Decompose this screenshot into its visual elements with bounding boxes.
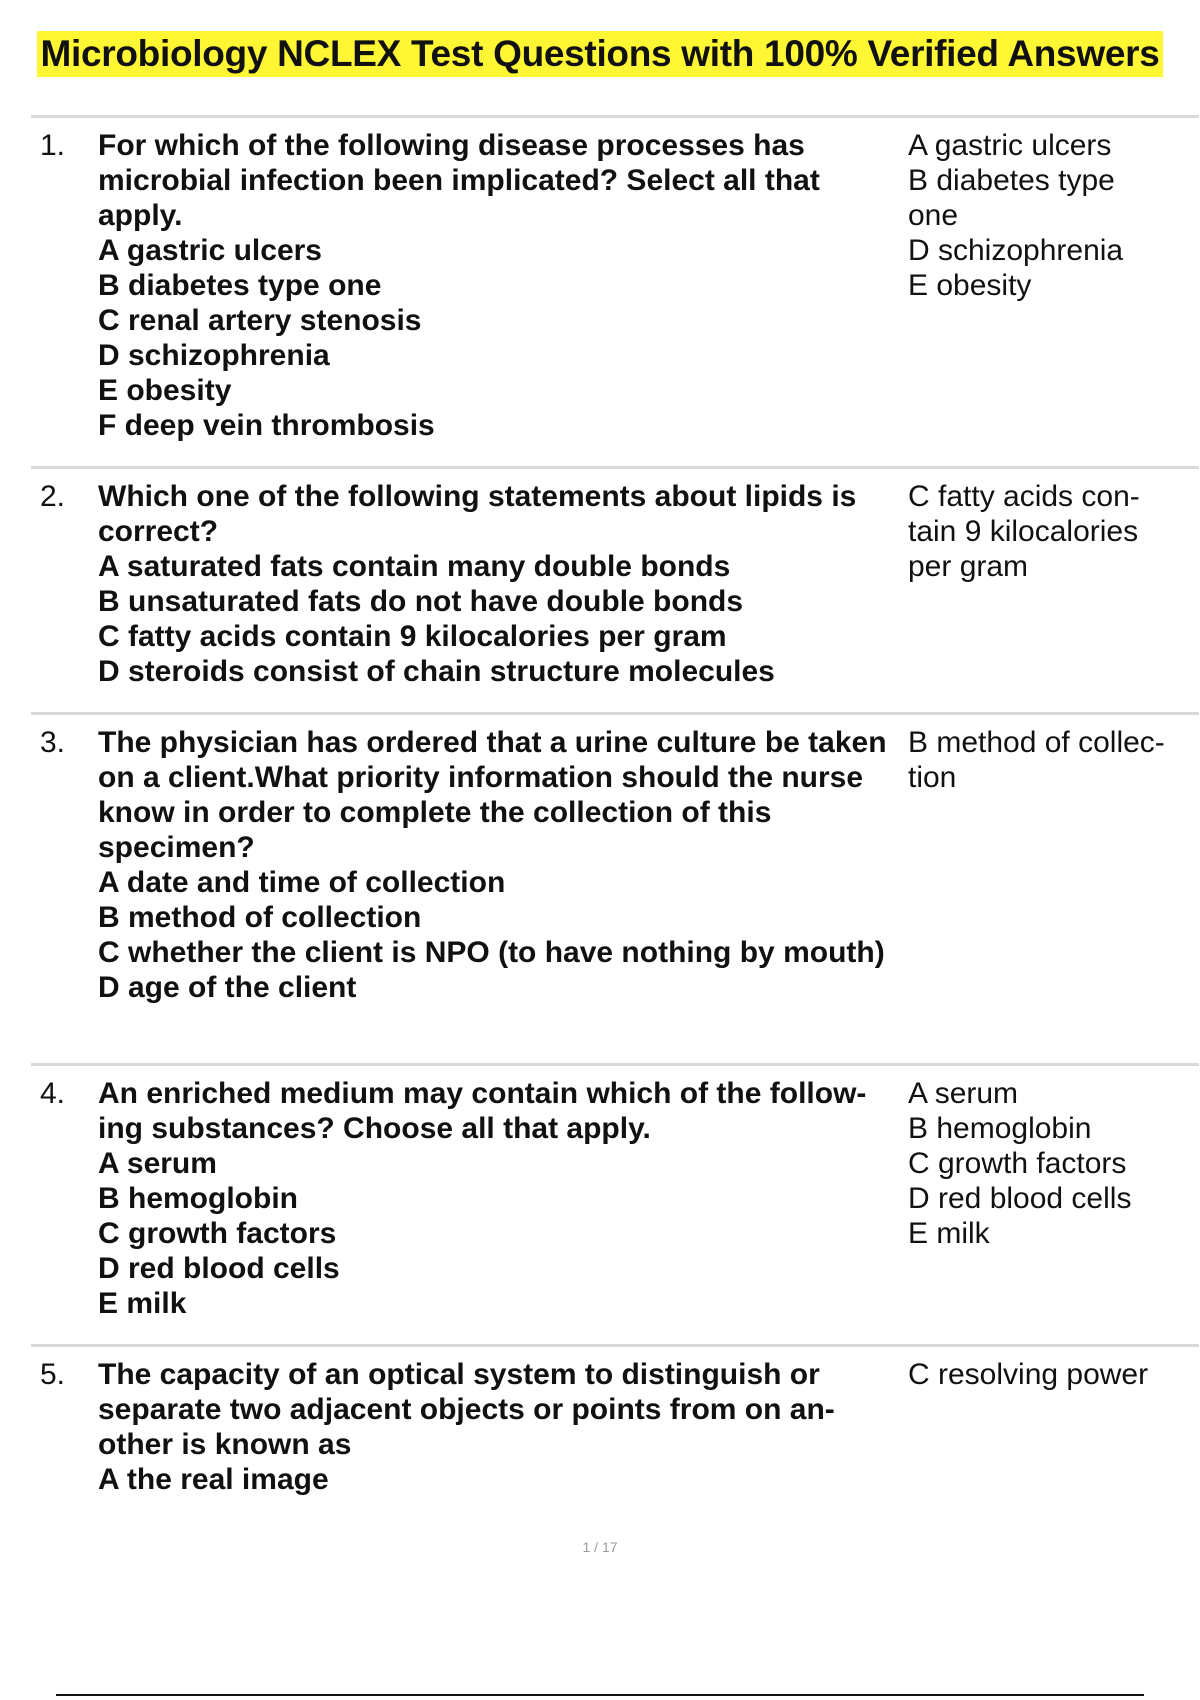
answer bbox=[908, 479, 1193, 584]
question-option: C whether the client is NPO (to have nothing by mouth) bbox=[98, 936, 885, 969]
question-option: E obesity bbox=[98, 374, 232, 407]
question-option: B diabetes type one bbox=[98, 269, 382, 302]
question-divider bbox=[31, 1344, 1199, 1347]
answer-line: tain 9 kilocalories bbox=[908, 515, 1139, 548]
question-option: A saturated fats contain many double bonds bbox=[98, 550, 731, 583]
answer-line: per gram bbox=[908, 550, 1029, 583]
question-number: 4. bbox=[40, 1077, 66, 1110]
question-text: For which of the following disease processes has microbial infection been implicated? Select all that apply. bbox=[98, 129, 820, 232]
question-body bbox=[98, 1076, 898, 1321]
answer-line: D red blood cells bbox=[908, 1182, 1132, 1215]
question-body bbox=[98, 1357, 898, 1497]
question-option: D schizophrenia bbox=[98, 339, 330, 372]
page-indicator: 1 / 17 bbox=[582, 1539, 618, 1555]
answer-line: B diabetes type bbox=[908, 164, 1115, 197]
question-divider bbox=[31, 1063, 1199, 1066]
question-option: A gastric ulcers bbox=[98, 234, 322, 267]
answer-line: B method of collec- bbox=[908, 726, 1165, 759]
answer bbox=[908, 1076, 1193, 1251]
question-number: 2. bbox=[40, 480, 66, 513]
question-option: A the real image bbox=[98, 1463, 329, 1496]
answer-line: C fatty acids con- bbox=[908, 480, 1140, 513]
answer bbox=[908, 725, 1193, 795]
question-option: D steroids consist of chain structure molecules bbox=[98, 655, 775, 688]
question-option: C fatty acids contain 9 kilocalories per gram bbox=[98, 620, 727, 653]
question-option: C renal artery stenosis bbox=[98, 304, 422, 337]
question-divider bbox=[31, 712, 1199, 715]
answer bbox=[908, 1357, 1193, 1392]
answer bbox=[908, 128, 1193, 303]
question-option: E milk bbox=[98, 1287, 187, 1320]
question-number: 1. bbox=[40, 129, 66, 162]
answer-line: C resolving power bbox=[908, 1358, 1149, 1391]
answer-line: E obesity bbox=[908, 269, 1032, 302]
question-text: The capacity of an optical system to distinguish or separate two adjacent objects or points from on an- other is known as bbox=[98, 1358, 835, 1461]
answer-line: A gastric ulcers bbox=[908, 129, 1112, 162]
question-divider bbox=[31, 115, 1199, 118]
question-divider bbox=[31, 466, 1199, 469]
answer-line: one bbox=[908, 199, 959, 232]
question-text: The physician has ordered that a urine culture be taken on a client.What priority information should the nurse know in order to complete the collection of this specimen? bbox=[98, 726, 887, 864]
question-number: 3. bbox=[40, 726, 66, 759]
question-option: F deep vein thrombosis bbox=[98, 409, 435, 442]
question-body bbox=[98, 479, 898, 689]
question-number: 5. bbox=[40, 1358, 66, 1391]
question-option: B hemoglobin bbox=[98, 1182, 298, 1215]
question-body bbox=[98, 128, 898, 443]
answer-line: A serum bbox=[908, 1077, 1019, 1110]
answer-line: tion bbox=[908, 761, 957, 794]
question-text: Which one of the following statements about lipids is correct? bbox=[98, 480, 857, 548]
answer-line: B hemoglobin bbox=[908, 1112, 1092, 1145]
question-option: A date and time of collection bbox=[98, 866, 506, 899]
answer-line: C growth factors bbox=[908, 1147, 1127, 1180]
answer-line: E milk bbox=[908, 1217, 990, 1250]
page-bottom-rule bbox=[56, 1694, 1144, 1696]
question-option: B unsaturated fats do not have double bonds bbox=[98, 585, 744, 618]
page-title: Microbiology NCLEX Test Questions with 100% Verified Answers bbox=[37, 31, 1164, 77]
title-container bbox=[0, 31, 1200, 77]
question-option: B method of collection bbox=[98, 901, 422, 934]
question-body bbox=[98, 725, 898, 1005]
question-text: An enriched medium may contain which of the follow- ing substances? Choose all that apply. bbox=[98, 1077, 867, 1145]
question-option: C growth factors bbox=[98, 1217, 337, 1250]
answer-line: D schizophrenia bbox=[908, 234, 1124, 267]
question-option: D red blood cells bbox=[98, 1252, 340, 1285]
question-option: A serum bbox=[98, 1147, 217, 1180]
question-option: D age of the client bbox=[98, 971, 357, 1004]
